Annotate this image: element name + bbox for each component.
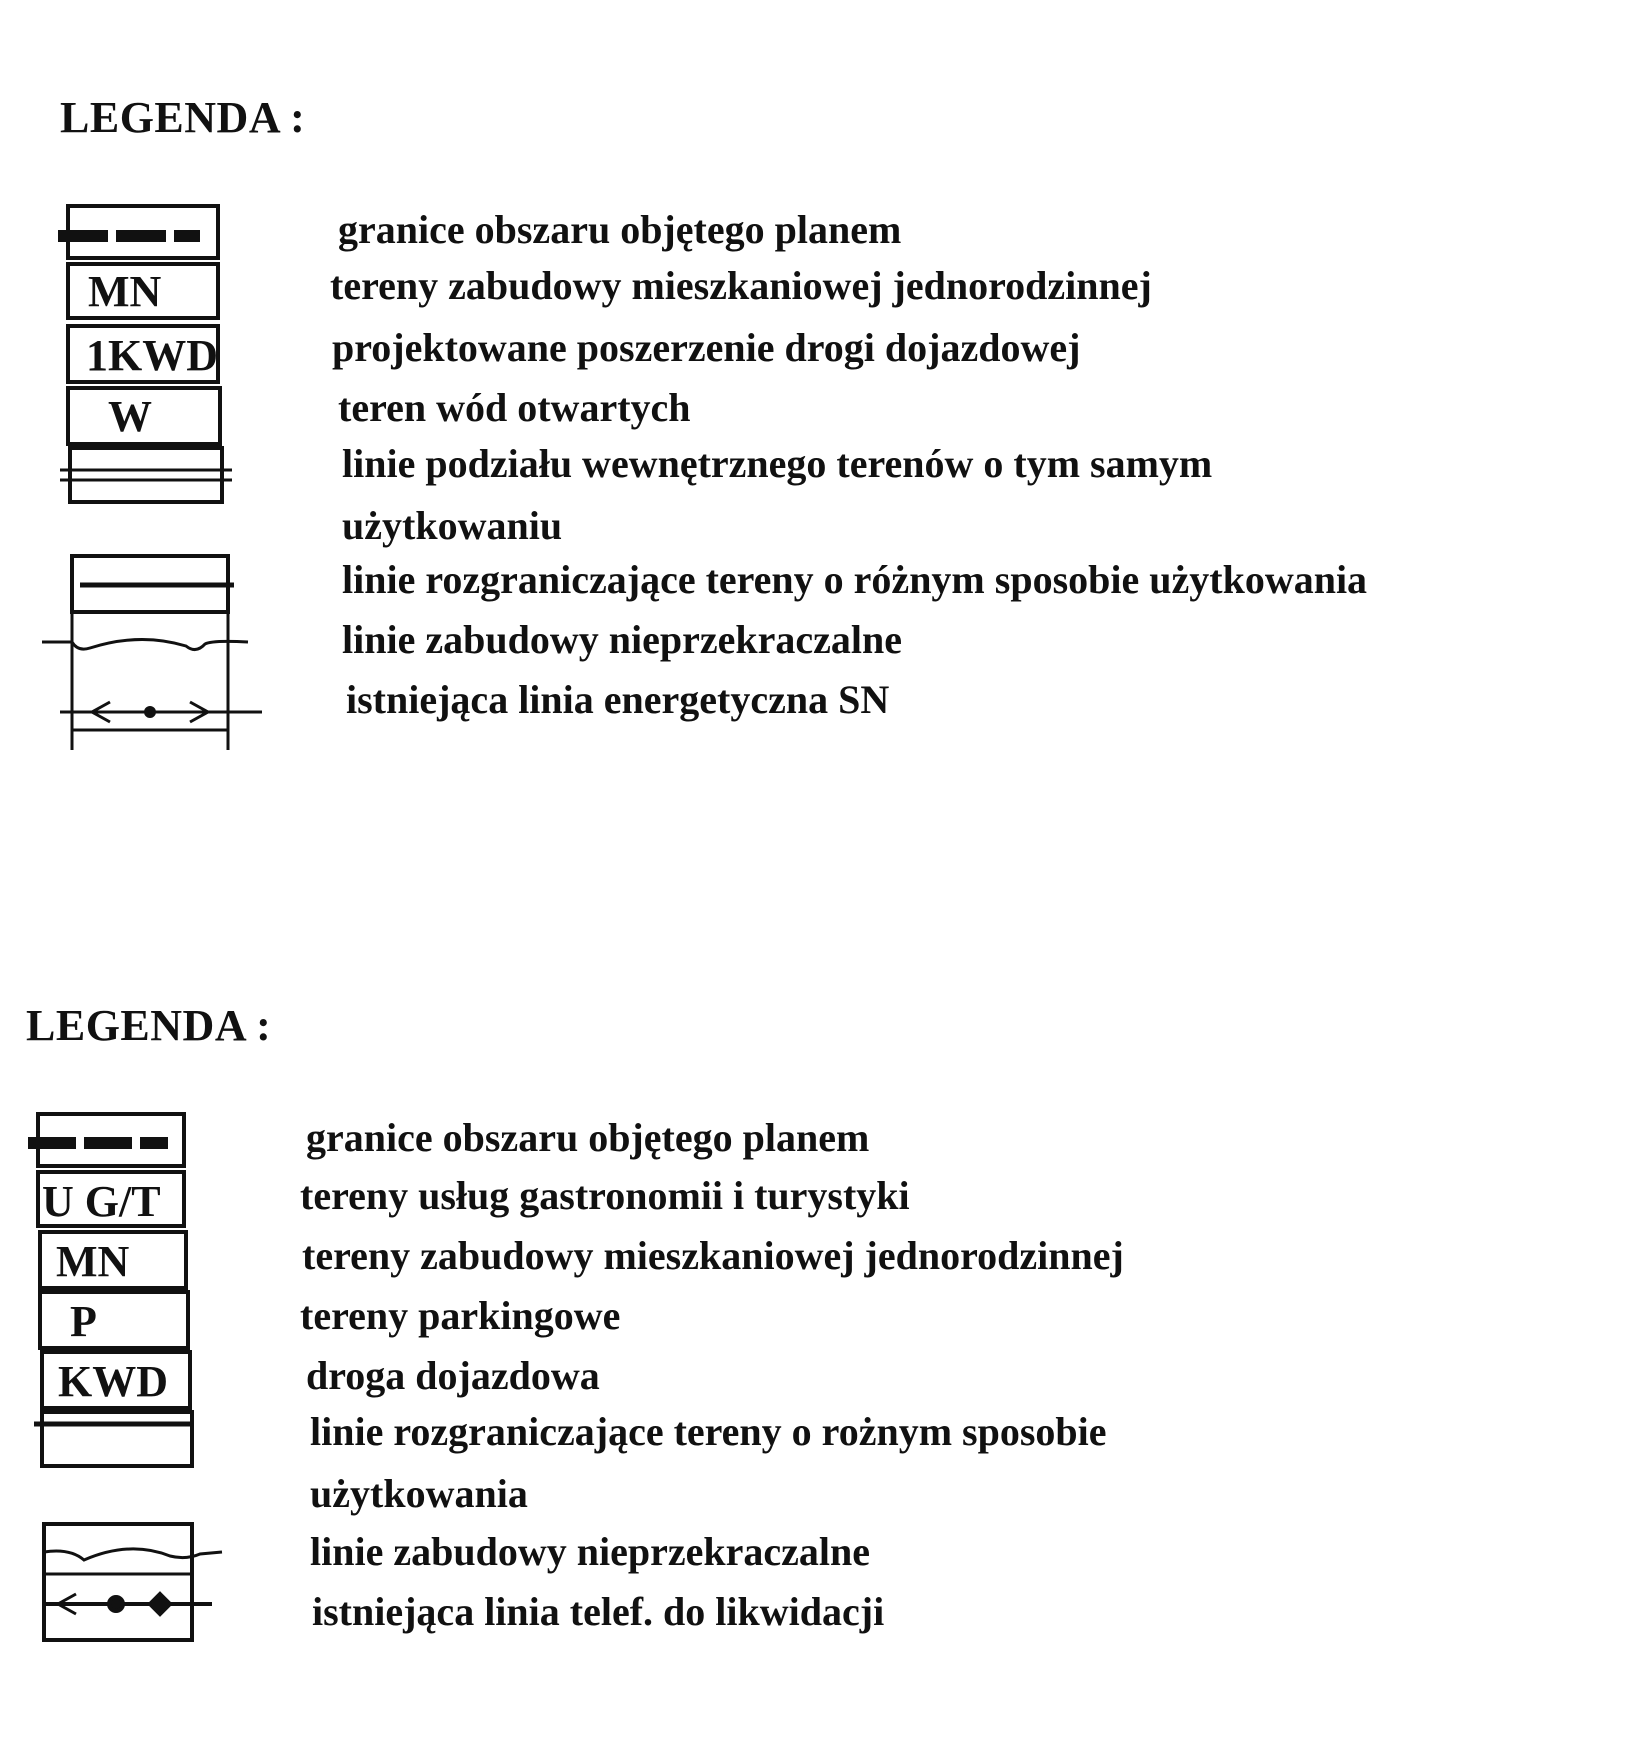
legend-2-item: tereny zabudowy mieszkaniowej jednorodzinnej	[302, 1233, 1124, 1278]
legend-1-item: linie podziału wewnętrznego terenów o tym samym	[342, 441, 1213, 486]
building-line-symbol	[44, 1549, 222, 1560]
legend-2-item: droga dojazdowa	[306, 1353, 600, 1398]
legend-1-code-w: W	[108, 392, 152, 441]
legend-2-item: istniejąca linia telef. do likwidacji	[312, 1589, 885, 1634]
legend-1-title: LEGENDA :	[60, 93, 306, 142]
legend-1-code-1kwd: 1KWD	[86, 331, 218, 380]
legend-2-item: granice obszaru objętego planem	[306, 1115, 870, 1160]
parking-symbol	[40, 1292, 188, 1348]
legend-2-code-p: P	[70, 1297, 97, 1346]
legend-2-code-mn: MN	[56, 1237, 130, 1286]
legend-2-item: tereny usług gastronomii i turystyki	[300, 1173, 910, 1218]
legend-2-item: linie zabudowy nieprzekraczalne	[310, 1529, 870, 1574]
legend-1-item: użytkowaniu	[342, 503, 563, 548]
legend-1-code-mn: MN	[88, 267, 162, 316]
legend-2-item: tereny parkingowe	[300, 1293, 621, 1338]
legend-1-item: istniejąca linia energetyczna SN	[346, 677, 890, 722]
legend-2-code-kwd: KWD	[58, 1357, 168, 1406]
legend-1-item: linie rozgraniczające tereny o różnym sposobie użytkowania	[342, 557, 1368, 602]
legend-1-item: tereny zabudowy mieszkaniowej jednorodzinnej	[330, 263, 1152, 308]
legend-1-item: linie zabudowy nieprzekraczalne	[342, 617, 902, 662]
legend-2-item: linie rozgraniczające tereny o rożnym sposobie	[310, 1409, 1107, 1454]
legend-2-code-ugt: U G/T	[42, 1177, 161, 1226]
legend-2-title: LEGENDA :	[26, 1001, 272, 1050]
legend-1-item: teren wód otwartych	[338, 385, 691, 430]
legend-1-item: granice obszaru objętego planem	[338, 207, 902, 252]
legend-1-item: projektowane poszerzenie drogi dojazdowej	[332, 325, 1081, 370]
telephone-line-symbol	[44, 1594, 212, 1614]
demarcation-symbol	[42, 1412, 192, 1466]
legend-2-item: użytkowania	[310, 1471, 528, 1516]
